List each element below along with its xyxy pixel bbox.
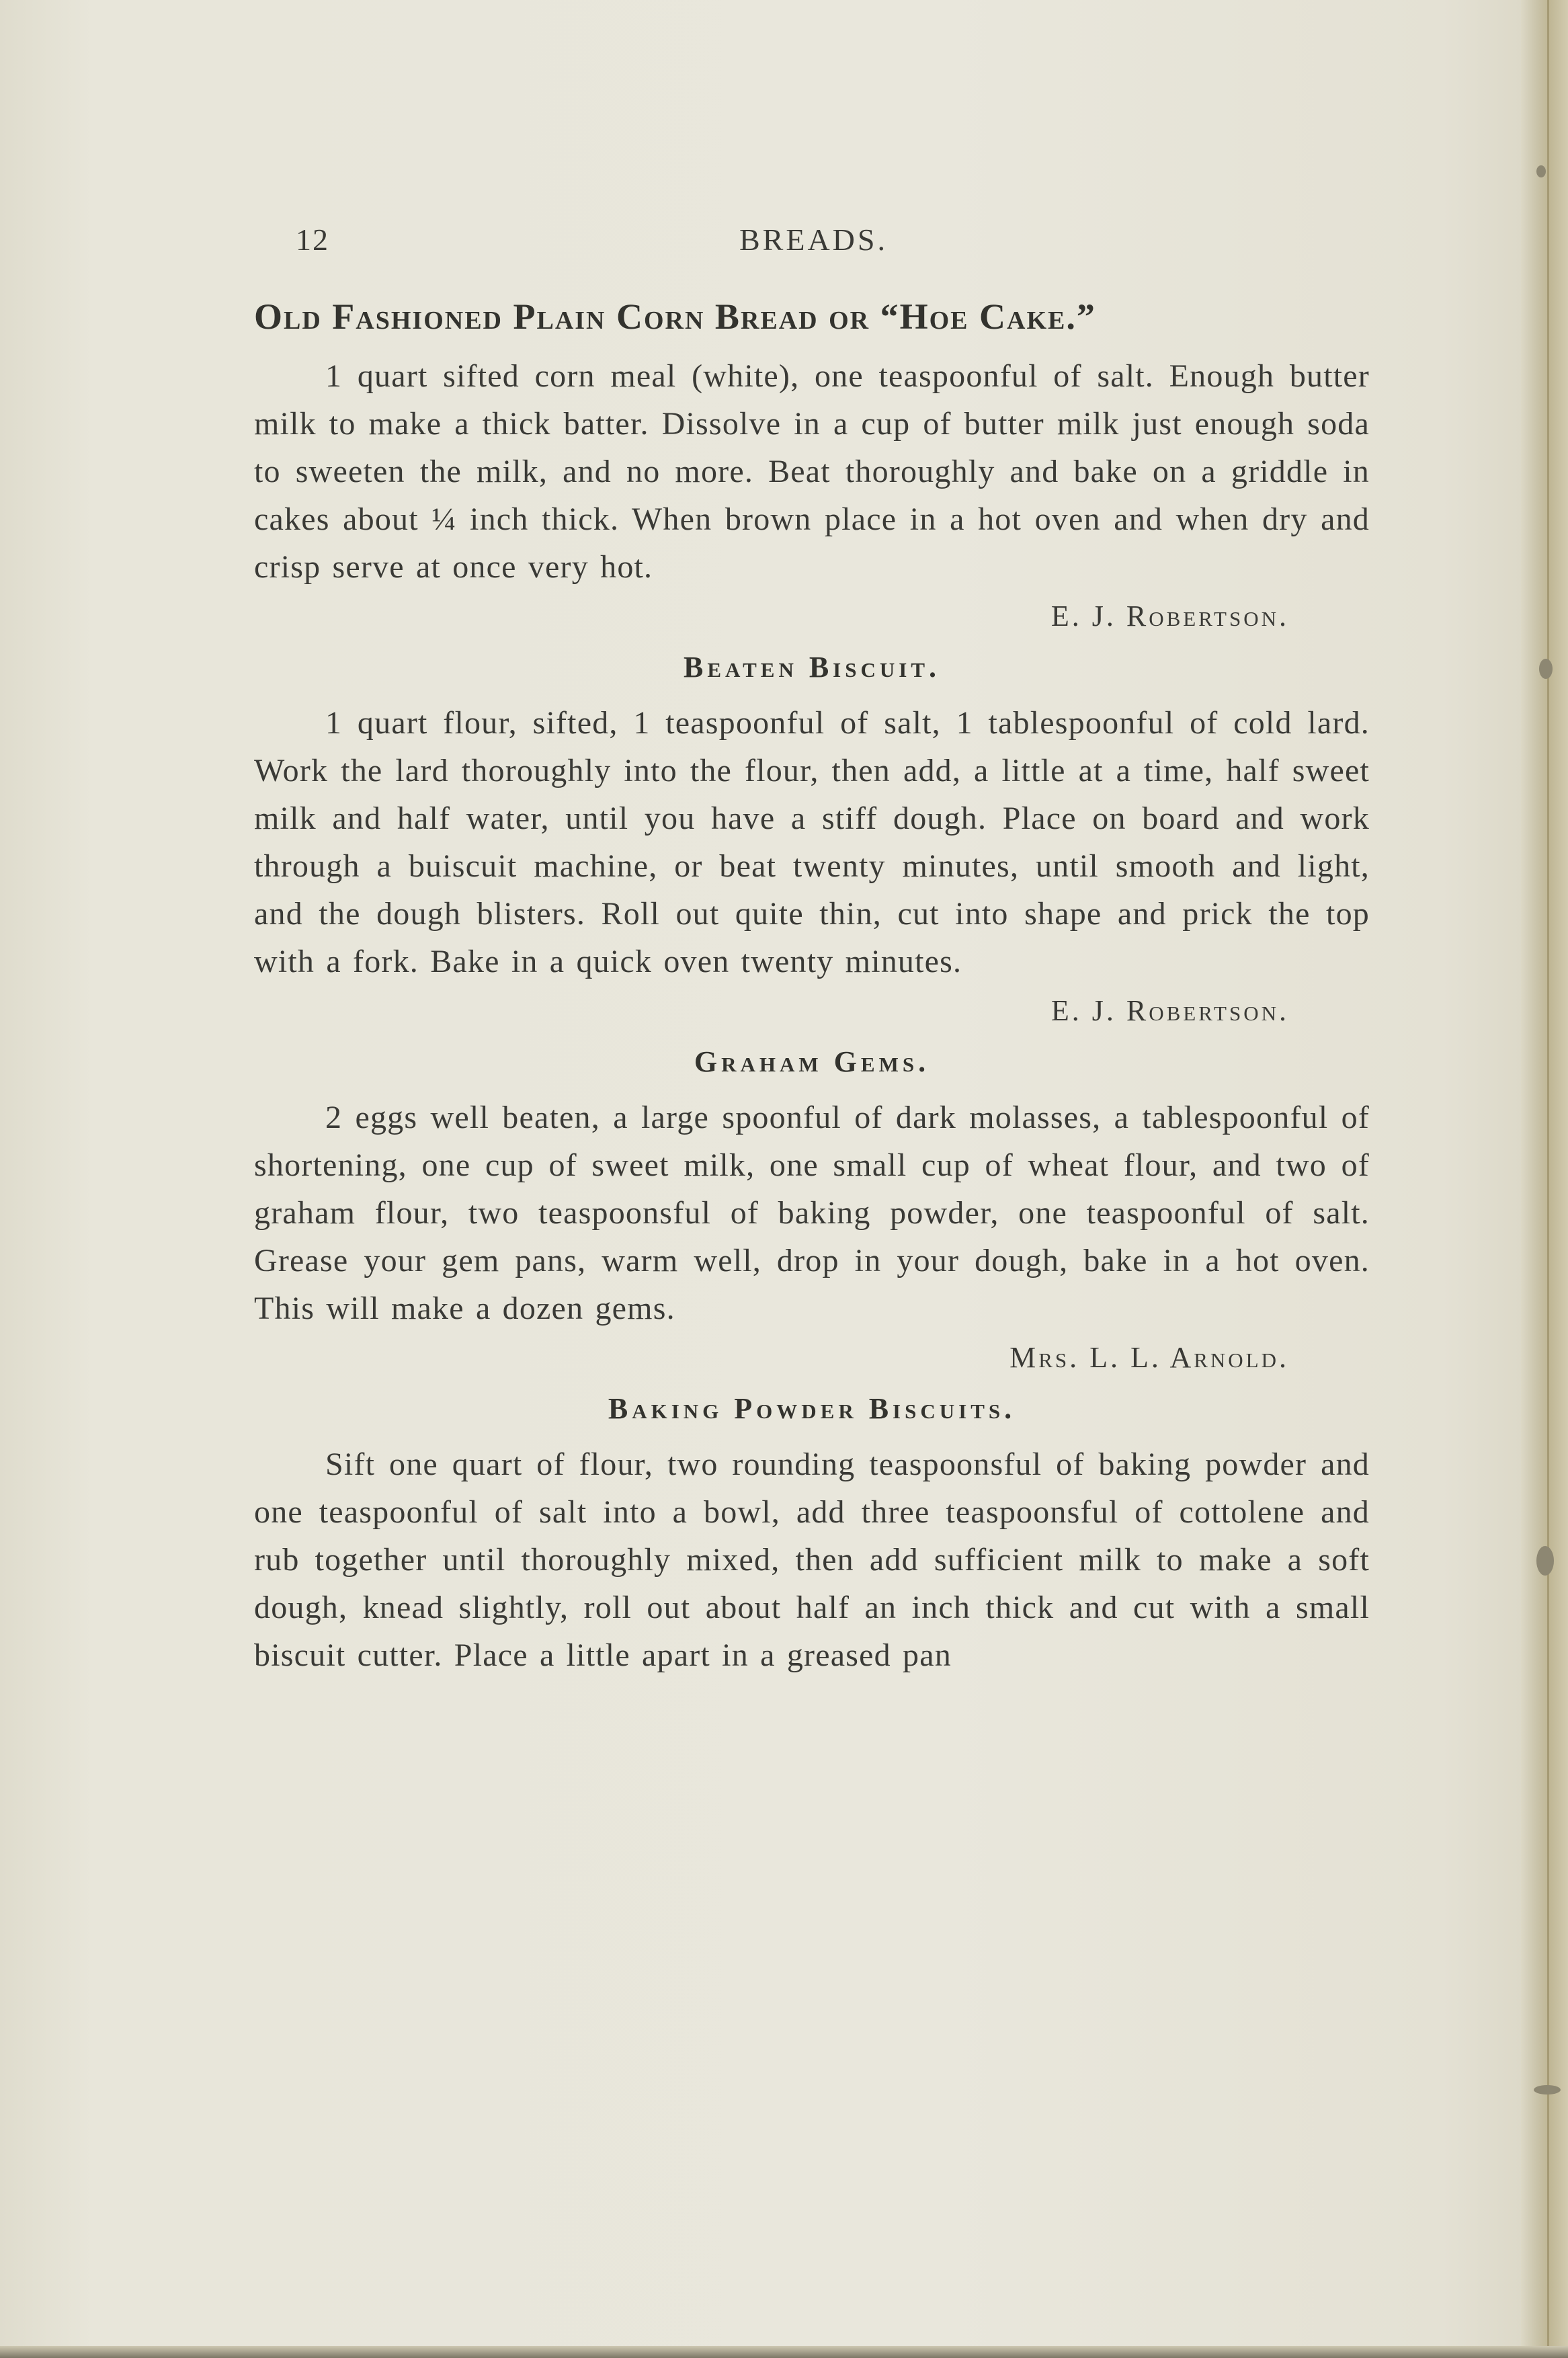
- recipe-title: Graham Gems.: [694, 1045, 930, 1078]
- running-title: BREADS.: [739, 222, 888, 257]
- recipe-text: 2 eggs well beaten, a large spoonful of dark molasses, a tablespoonful of shortening, one cup of sweet milk, one small cup of wheat flour, and two of graham flour, two teaspoonsful of baking powder, one teaspoonful of salt. Grease your gem pans, warm well, drop in your dough, bake in a hot oven. This will make a dozen gems.: [254, 1100, 1370, 1326]
- page-speck: [1536, 1546, 1554, 1576]
- page-binding-edge: [1521, 0, 1568, 2358]
- page-content: [254, 296, 1370, 1679]
- page-edge-line: [1547, 0, 1549, 2358]
- recipe-title: Baking Powder Biscuits.: [608, 1392, 1016, 1425]
- page-speck: [1534, 2085, 1561, 2095]
- page-speck: [1539, 659, 1553, 679]
- recipe-text: 1 quart flour, sifted, 1 teaspoonful of salt, 1 tablespoonful of cold lard. Work the lard thoroughly into the flour, then add, a little at a time, half sweet milk and half water, until you have a stiff dough. Place on board and work through a buiscuit machine, or beat twenty minutes, until smooth and light, and the dough blisters. Roll out quite thin, cut into shape and prick the top with a fork. Bake in a quick oven twenty minutes.: [254, 705, 1370, 979]
- page-number: 12: [296, 222, 329, 257]
- recipe-hoe-cake: [254, 296, 1370, 638]
- recipe-author: Mrs. L. L. Arnold.: [1009, 1341, 1289, 1374]
- recipe-title: Old Fashioned Plain Corn Bread or “Hoe Cake.”: [254, 296, 1096, 337]
- recipe-baking-powder-biscuits: [254, 1391, 1370, 1679]
- recipe-text: Sift one quart of flour, two rounding teaspoonsful of baking powder and one teaspoonful of salt into a bowl, add three teaspoonsful of cottolene and rub together until thoroughly mixed, then add sufficient milk to make a soft dough, knead slightly, roll out about half an inch thick and cut with a small biscuit cutter. Place a little apart in a greased pan: [254, 1447, 1370, 1673]
- page-header: [296, 216, 1371, 263]
- recipe-graham-gems: [254, 1045, 1370, 1379]
- page-speck: [1536, 165, 1546, 177]
- recipe-author: E. J. Robertson.: [1050, 600, 1289, 633]
- recipe-beaten-biscuit: [254, 650, 1370, 1032]
- recipe-title: Beaten Biscuit.: [683, 651, 941, 684]
- page-bottom-edge: [0, 2346, 1568, 2358]
- recipe-text: 1 quart sifted corn meal (white), one teaspoonful of salt. Enough butter milk to make a thick batter. Dissolve in a cup of butter milk just enough soda to sweeten the milk, and no more. Beat thoroughly and bake on a griddle in cakes about ¼ inch thick. When brown place in a hot oven and when dry and crisp serve at once very hot.: [254, 358, 1370, 585]
- recipe-author: E. J. Robertson.: [1050, 994, 1289, 1027]
